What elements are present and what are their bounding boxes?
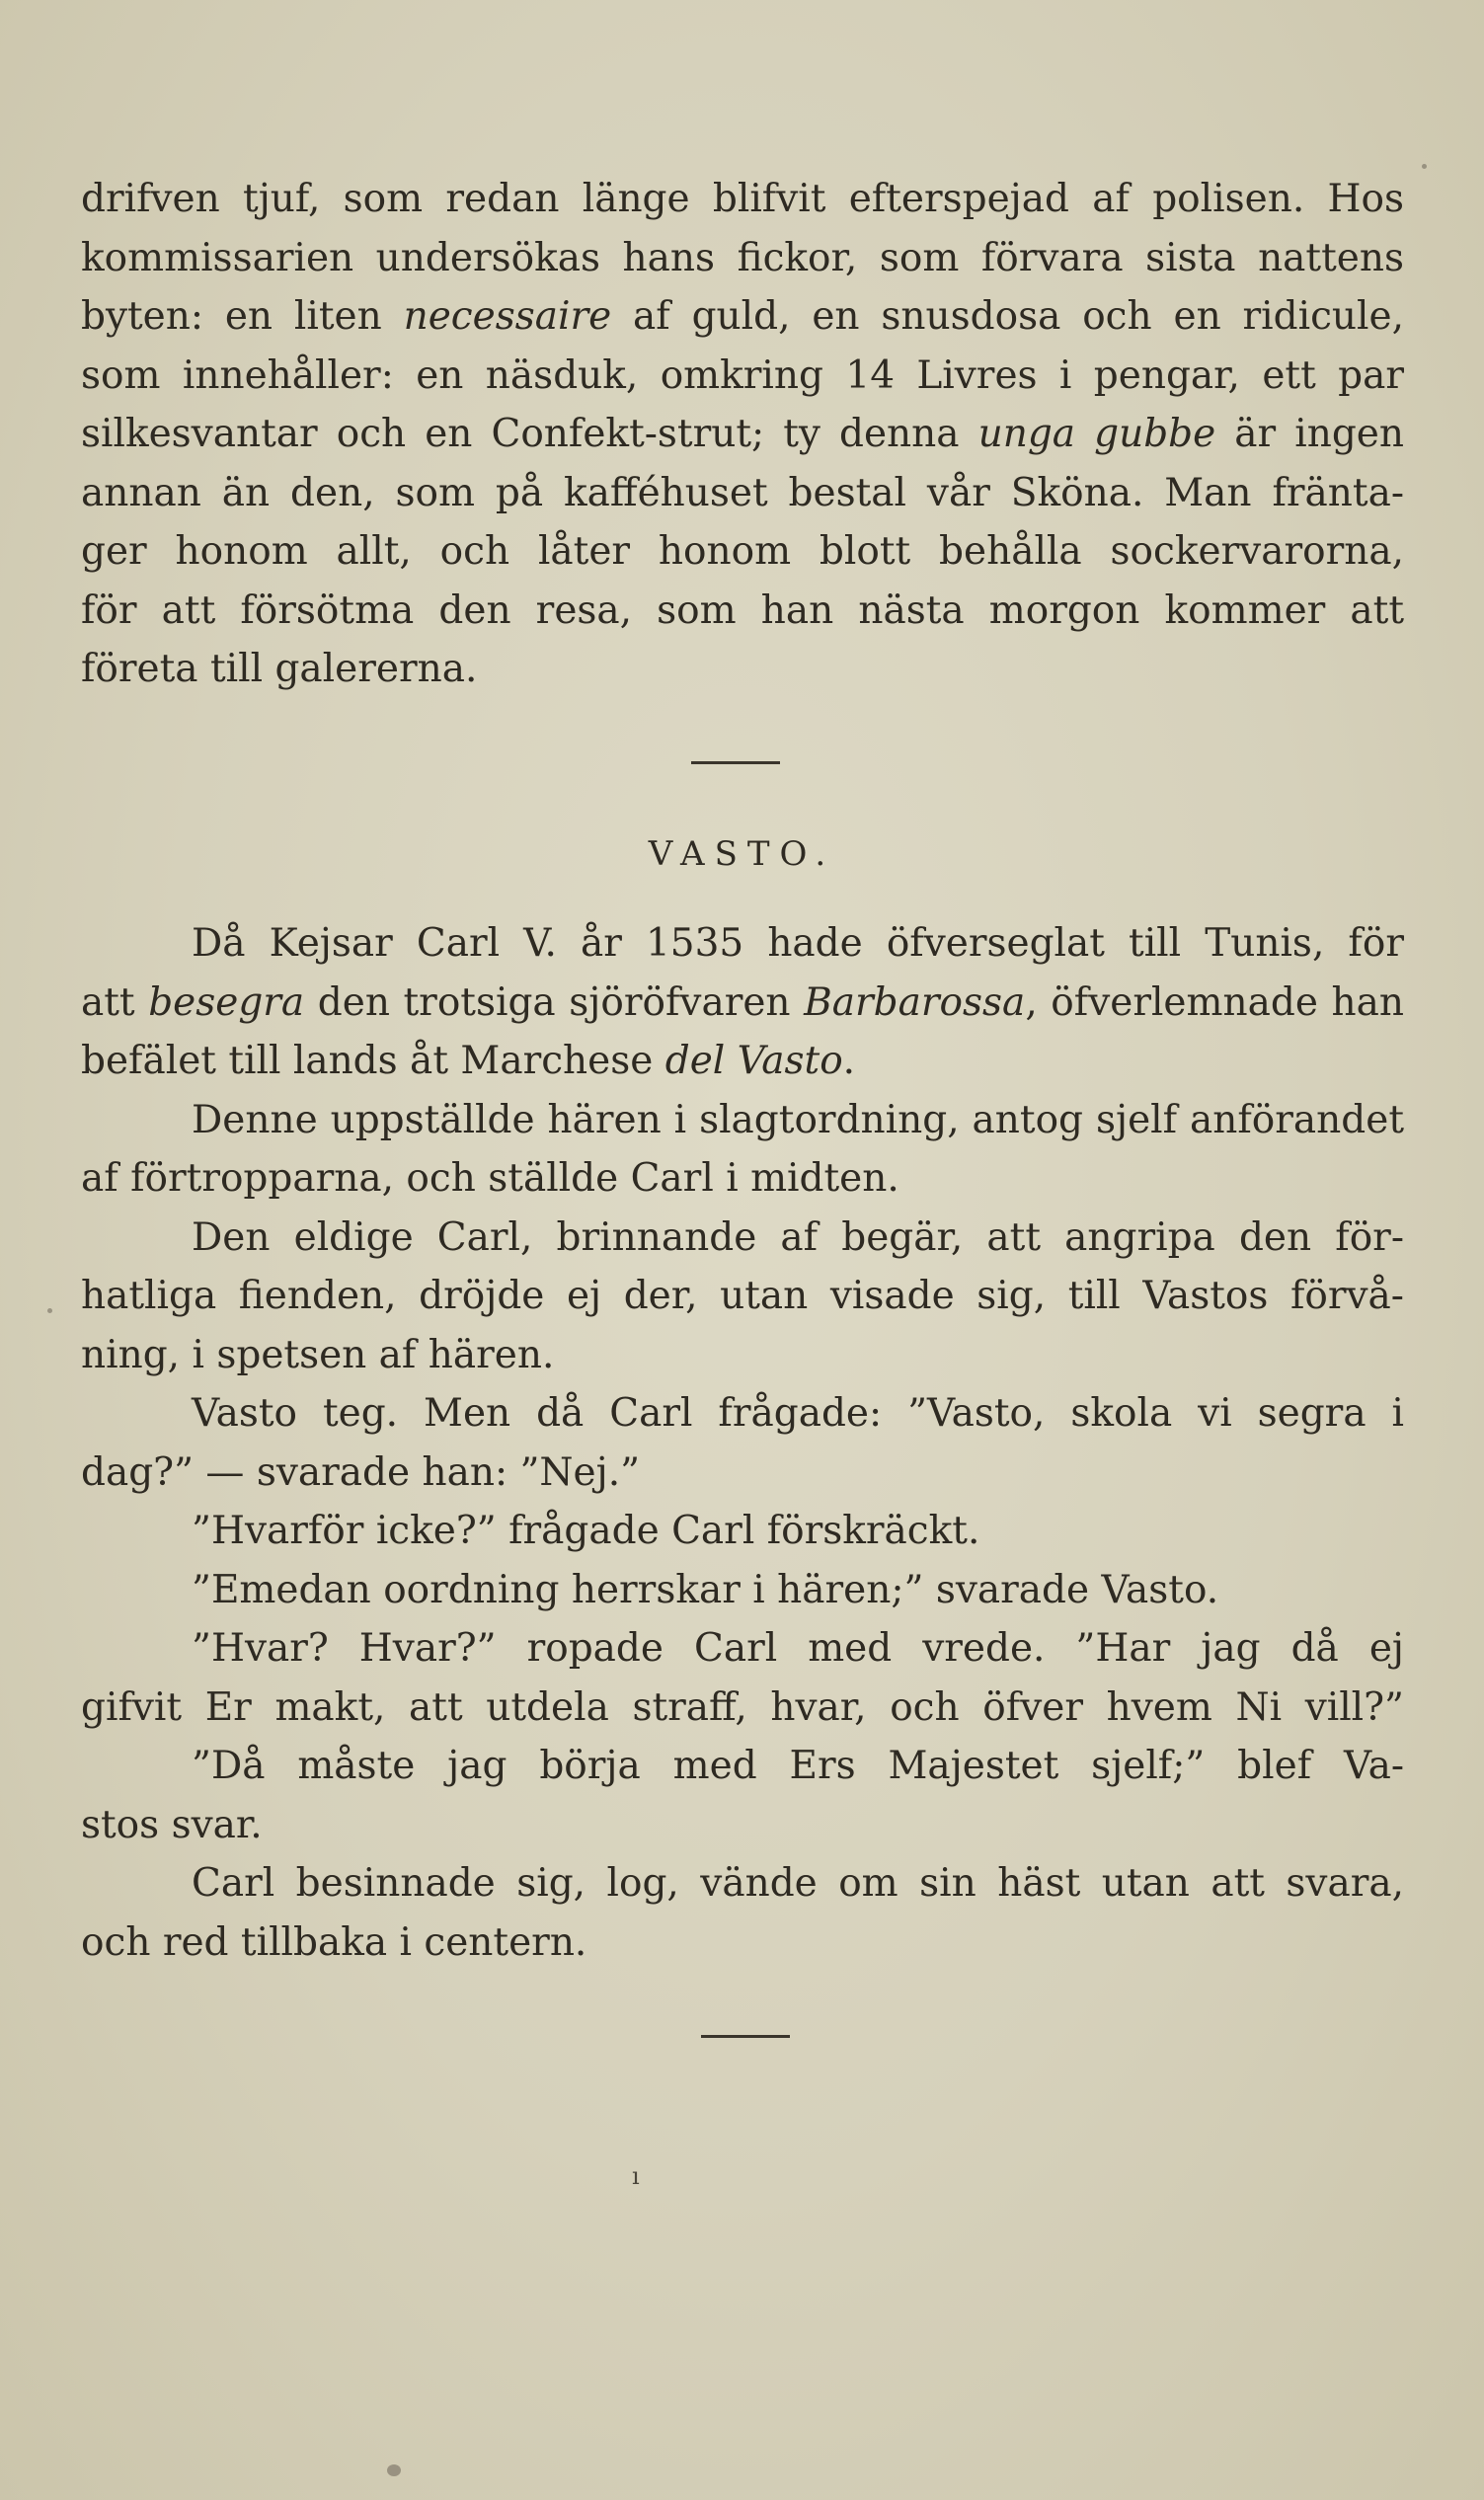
text-line: stos svar. [81,1802,263,1847]
italic-phrase: del Vasto [664,1039,843,1083]
text-line: företa till galererna. [81,647,478,691]
text-line: som innehåller: en näsduk, omkring 14 Livres i pengar, ett par [81,352,1404,398]
text-run: är ingen [1215,412,1404,456]
paper-blemish [47,1308,52,1313]
text-line [81,287,1404,347]
italic-phrase: Barbarossa [804,979,1026,1025]
text-run: . [842,1039,856,1083]
text-run: byten: en liten [81,294,404,339]
paragraph-top [81,170,1404,699]
text-line: Denne uppställde hären i slagtordning, antog sjelf anförandet [192,1097,1404,1142]
text-run: af guld, en snusdosa och en ridicule, [611,294,1404,339]
text-line: ”Då måste jag börja med Ers Majestet sjelf;” blef Va- [192,1744,1404,1788]
text-line: ger honom allt, och låter honom blott behålla sockervarorna, [81,529,1404,574]
section-divider-bottom [701,2035,790,2038]
text-line: af förtropparna, och ställde Carl i midten. [81,1156,899,1201]
text-run: befälet till lands åt Marchese [81,1039,665,1083]
text-line [81,1032,1404,1091]
italic-phrase: necessaire [403,294,612,339]
text-line: för att försötma den resa, som han nästa morgon kommer att [81,587,1404,633]
text-line [81,405,1404,464]
text-line: gifvit Er makt, att utdela straff, hvar, och öfver hvem Ni vill?” [81,1684,1404,1730]
text-run: silkesvantar och en Confekt-strut; ty denna [81,412,978,456]
paper-blemish [387,2464,401,2476]
text-line: hatliga fienden, dröjde ej der, utan visade sig, till Vastos förvå- [81,1274,1404,1318]
paper-blemish [1422,164,1427,169]
text-line: drifven tjuf, som redan länge blifvit efterspejad af polisen. Hos [81,177,1404,221]
text-line: ”Hvar? Hvar?” ropade Carl med vrede. ”Har jag då ej [192,1626,1404,1671]
page-mark: ı [632,2162,640,2190]
text-run: att [81,979,149,1025]
section-body [81,914,1404,1972]
text-line: Carl besinnade sig, log, vände om sin häst utan att svara, [192,1861,1404,1906]
italic-phrase: unga gubbe [977,412,1216,456]
text-line: och red tillbaka i centern. [81,1919,587,1965]
text-line: ning, i spetsen af hären. [81,1332,555,1377]
text-run: den trotsiga sjöröfvaren [304,979,805,1025]
text-line [81,974,1404,1033]
text-line: ”Emedan oordning herrskar i hären;” svarade Vasto. [192,1567,1219,1612]
text-line: kommissarien undersökas hans fickor, som förvara sista nattens [81,235,1404,280]
text-run: , öfverlemnade han [1025,979,1404,1025]
italic-phrase: besegra [148,979,305,1025]
text-line: ”Hvarför icke?” frågade Carl förskräckt. [192,1509,980,1553]
section-divider-top [691,761,780,764]
text-line: Vasto teg. Men då Carl frågade: ”Vasto, skola vi segra i [192,1391,1404,1436]
text-line: dag?” — svarade han: ”Nej.” [81,1449,641,1495]
section-heading: VASTO. [648,834,836,874]
text-line: annan än den, som på kafféhuset bestal vår Sköna. Man fränta- [81,470,1404,515]
text-line: Då Kejsar Carl V. år 1535 hade öfverseglat till Tunis, för [192,921,1404,966]
text-line: Den eldige Carl, brinnande af begär, att angripa den för- [192,1214,1404,1260]
